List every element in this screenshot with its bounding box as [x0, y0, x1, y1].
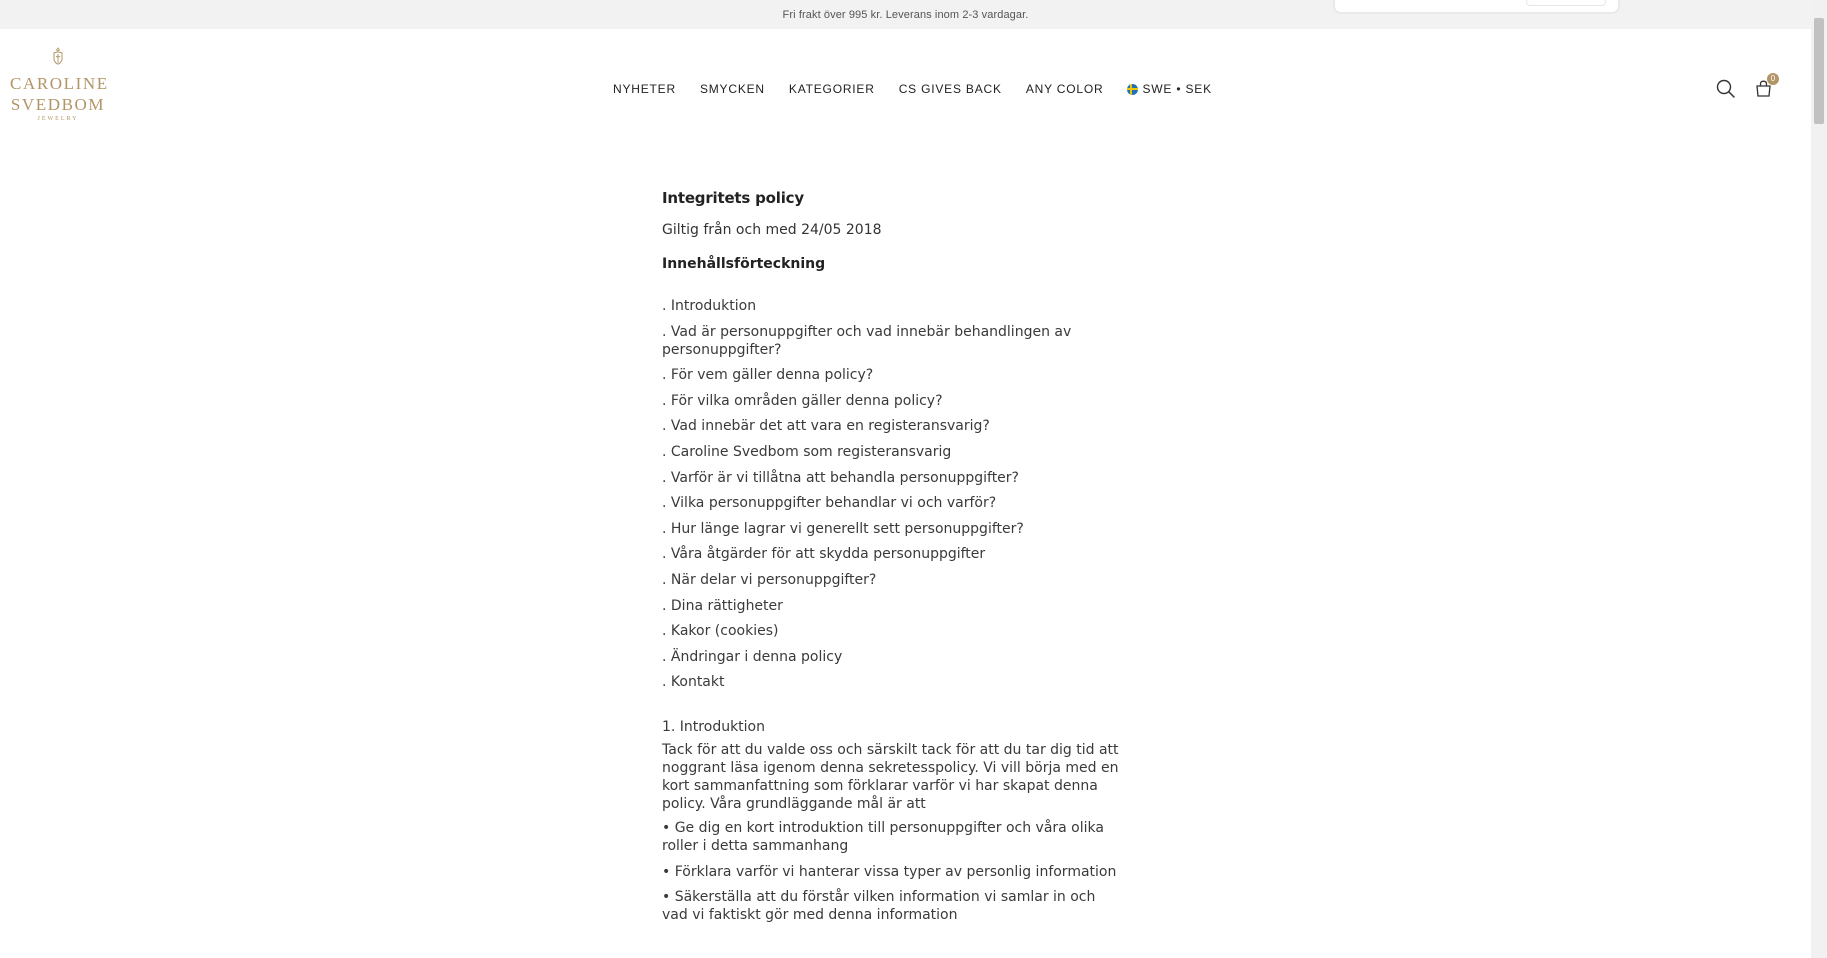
brand-logo[interactable] — [10, 47, 109, 122]
announcement-text: Fri frakt över 995 kr. Leverans inom 2-3 vardagar. — [782, 9, 1029, 21]
toc-item-registeransvarig[interactable]: . Vad innebär det att vara en registeransvarig? — [662, 418, 990, 435]
locale-selector[interactable] — [1127, 82, 1211, 96]
toc-item-vilka-personuppgifter[interactable]: . Vilka personuppgifter behandlar vi och varför? — [662, 495, 997, 512]
toc-item-kontakt[interactable]: . Kontakt — [662, 674, 725, 691]
popup-fragment — [1333, 0, 1620, 14]
section-bullets — [662, 819, 1122, 924]
nav-item-any-color[interactable]: ANY COLOR — [1025, 82, 1104, 96]
toc-item-for-vem[interactable]: . För vem gäller denna policy? — [662, 367, 874, 384]
toc-item-varfor-tillatna[interactable]: . Varför är vi tillåtna att behandla personuppgifter? — [662, 469, 1019, 486]
logo-line-3: JEWELRY — [37, 116, 79, 122]
toc-title: Innehållsförteckning — [662, 256, 826, 272]
logo-line-1: CAROLINE — [10, 74, 109, 93]
crest-icon — [50, 47, 66, 69]
scrollbar-thumb[interactable] — [1814, 18, 1824, 124]
bullet-item: • Ge dig en kort introduktion till personuppgifter och våra olika roller i detta sammanhang — [662, 820, 1104, 855]
header-icons — [1714, 74, 1776, 99]
cart-button[interactable] — [1752, 74, 1776, 99]
toc-item-caroline-svedbom[interactable]: . Caroline Svedbom som registeransvarig — [662, 443, 952, 460]
toc-item-kakor[interactable]: . Kakor (cookies) — [662, 623, 779, 640]
sweden-flag-icon — [1127, 84, 1138, 95]
nav-item-cs-gives-back[interactable]: CS GIVES BACK — [898, 82, 1002, 96]
nav-item-smycken[interactable]: SMYCKEN — [699, 82, 765, 96]
search-icon — [1716, 79, 1735, 98]
nav-item-nyheter[interactable]: NYHETER — [613, 82, 676, 96]
bullet-item: • Förklara varför vi hanterar vissa typer av personlig information — [662, 863, 1117, 880]
cart-count-badge: 0 — [1767, 73, 1779, 85]
nav-item-kategorier[interactable]: KATEGORIER — [788, 82, 875, 96]
toc-item-hur-lange[interactable]: . Hur länge lagrar vi generellt sett personuppgifter? — [662, 520, 1024, 537]
toc-item-andringar[interactable]: . Ändringar i denna policy — [662, 648, 843, 665]
policy-content — [662, 185, 1122, 932]
toc-item-dina-rattigheter[interactable]: . Dina rättigheter — [662, 597, 783, 614]
locale-label: SWE • SEK — [1142, 82, 1212, 96]
page-title: Integritets policy — [662, 189, 804, 207]
search-button[interactable] — [1714, 77, 1736, 99]
toc-item-introduktion[interactable]: . Introduktion — [662, 298, 757, 314]
table-of-contents — [662, 297, 1122, 691]
logo-line-2: SVEDBOM — [10, 95, 106, 114]
main-nav — [613, 80, 1212, 98]
section-intro-paragraph: Tack för att du valde oss och särskilt tack för att du tar dig tid att noggrant läsa igenom denna sekretesspolicy. Vi vill börja med en kort sammanfattning som förklarar varför vi har skapat denna policy. Våra grundläggande mål är att — [662, 742, 1119, 813]
section-heading-introduktion: 1. Introduktion — [662, 719, 765, 736]
toc-item-vad-ar-personuppgifter[interactable]: . Vad är personuppgifter och vad innebär behandlingen av personuppgifter? — [662, 323, 1072, 358]
page-scrollbar[interactable] — [1811, 0, 1827, 958]
toc-item-nar-delar-vi[interactable]: . När delar vi personuppgifter? — [662, 571, 877, 588]
site-header — [0, 29, 1811, 149]
popup-button-fragment[interactable] — [1526, 0, 1606, 6]
toc-item-for-vilka-omraden[interactable]: . För vilka områden gäller denna policy? — [662, 392, 943, 409]
bullet-item: • Säkerställa att du förstår vilken information vi samlar in och vad vi faktiskt gör med denna information — [662, 889, 1096, 924]
toc-item-vara-atgarder[interactable]: . Våra åtgärder för att skydda personuppgifter — [662, 546, 986, 563]
valid-from-text: Giltig från och med 24/05 2018 — [662, 222, 882, 238]
